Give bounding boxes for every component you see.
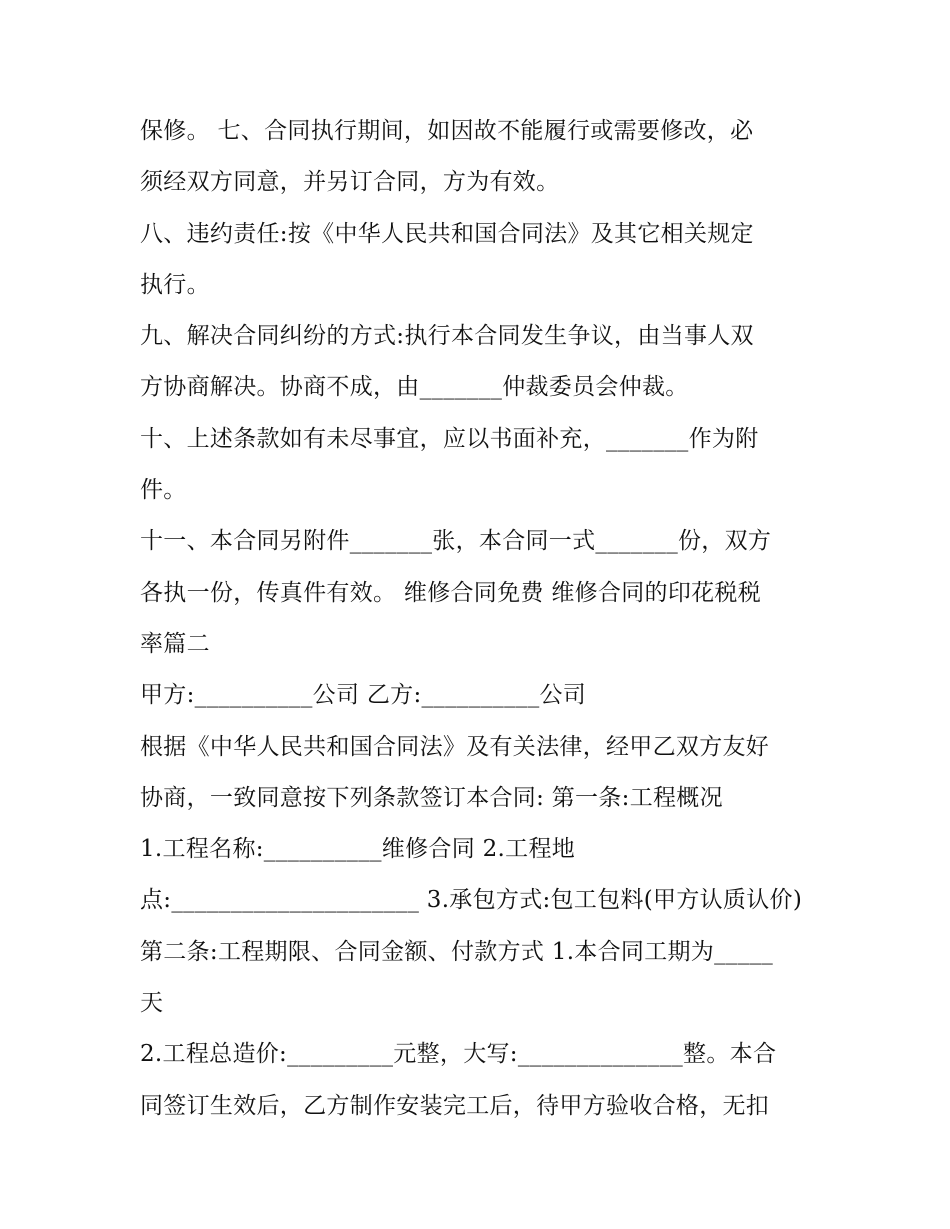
text-line-18: 天 [140,990,164,1017]
text-line-10: 各执一份，传真件有效。 维修合同免费 维修合同的印花税税 [140,579,762,606]
text-line-13: 根据《中华人民共和国合同法》及有关法律，经甲乙双方友好 [140,733,770,760]
text-line-11: 率篇二 [140,630,210,657]
text-line-4: 执行。 [140,271,210,298]
text-line-14: 协商，一致同意按下列条款签订本合同: 第一条:工程概况 [140,784,723,811]
text-line-2: 须经双方同意，并另订合同，方为有效。 [140,169,560,196]
text-line-19: 2.工程总造价:_________元整，大写:______________整。本合 [140,1041,777,1068]
text-line-3: 八、违约责任:按《中华人民共和国合同法》及其它相关规定 [140,220,754,247]
contract-text [140,106,820,1132]
text-line-15: 1.工程名称:__________维修合同 2.工程地 [140,836,576,863]
text-line-8: 件。 [140,477,187,504]
text-line-7: 十、上述条款如有未尽事宜，应以书面补充，_______作为附 [140,425,759,452]
text-line-9: 十一、本合同另附件_______张，本合同一式_______份，双方 [140,528,772,555]
text-line-1: 保修。 七、合同执行期间，如因故不能履行或需要修改，必 [140,118,754,144]
text-line-16: 点:_____________________ 3.承包方式:包工包料(甲方认质认价) [140,887,803,914]
text-line-12: 甲方:__________公司 乙方:__________公司 [140,682,587,709]
text-line-17: 第二条:工程期限、合同金额、付款方式 1.本合同工期为_____ [140,938,774,965]
text-line-20: 同签订生效后，乙方制作安装完工后，待甲方验收合格，无扣 [140,1092,770,1119]
text-line-6: 方协商解决。协商不成，由_______仲裁委员会仲裁。 [140,374,689,401]
text-line-5: 九、解决合同纠纷的方式:执行本合同发生争议，由当事人双 [140,323,754,350]
